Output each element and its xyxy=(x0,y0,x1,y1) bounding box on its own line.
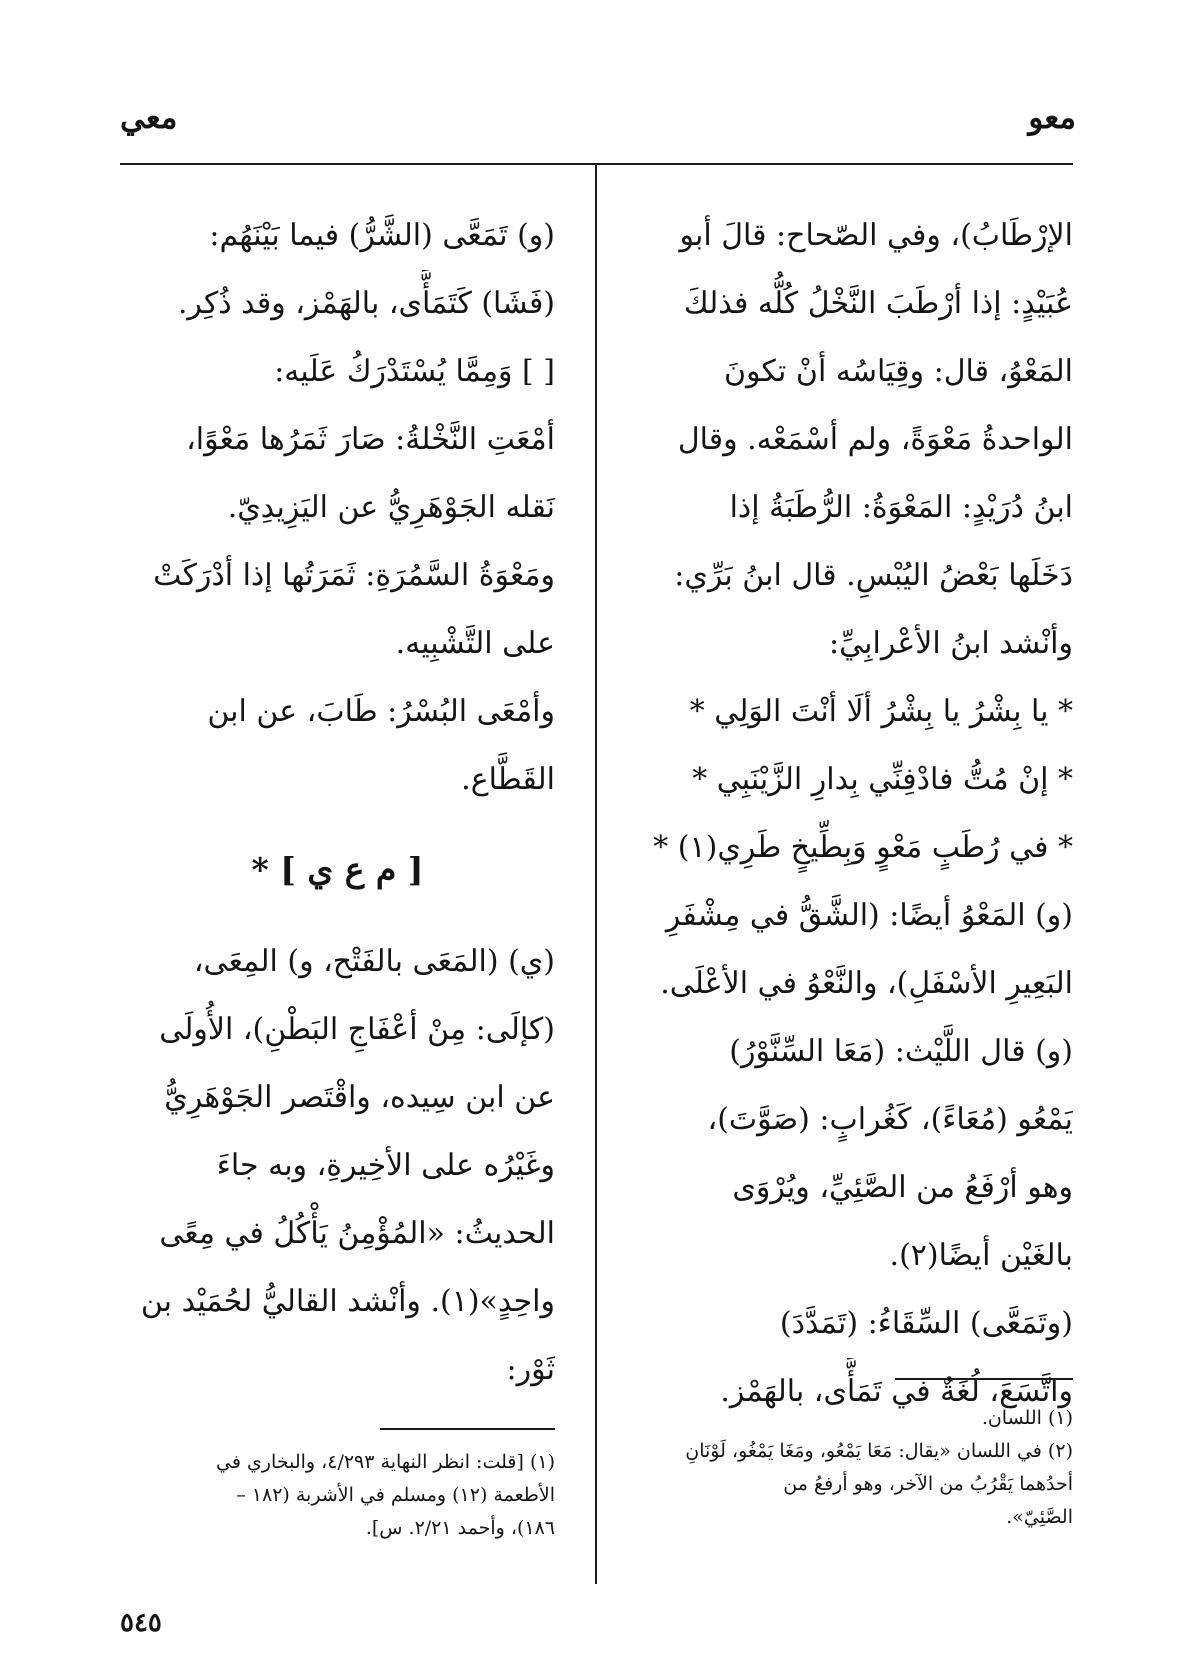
footnote-line: (١) [قلت: انظر النهاية ٤/٢٩٣، والبخاري في xyxy=(216,1451,555,1473)
text-line: (و) المَعْوُ أيضًا: (الشَّقُّ في مِشْفَرِ xyxy=(665,898,1073,933)
footnote-rule-left xyxy=(380,1428,555,1430)
text-line: واحِدٍ»(١). وأنْشد القاليُّ لحُمَيْد بن xyxy=(140,1284,555,1319)
text-line: (و) تَمَعَّى (الشَّرُّ) فيما بَيْنَهُم: xyxy=(209,218,555,253)
verse-line: * يا بِشْرُ يا بِشْرُ ألَا أنْتَ الوَلِي * xyxy=(689,694,1073,729)
text-line: دَخَلَها بَعْضُ اليُبْسِ. قال ابنُ بَرِّي: xyxy=(674,558,1073,593)
text-line: وأمْعَى البُسْرُ: طَابَ، عن ابن xyxy=(207,694,555,729)
right-column xyxy=(618,202,1073,1426)
page-number: ٥٤٥ xyxy=(120,1608,162,1638)
footnote-line: (١) اللسان. xyxy=(981,1407,1073,1429)
text-line: وأنْشد ابنُ الأعْرابِيِّ: xyxy=(829,626,1073,661)
text-line: (فَشَا) كَتَمَأَّى، بالهَمْز، وقد ذُكِر. xyxy=(177,286,555,321)
text-line: البَعِيرِ الأسْفَلِ)، والنَّعْوُ في الأعْلَى. xyxy=(660,966,1073,1001)
text-line: ثَوْر: xyxy=(506,1352,555,1387)
text-line: (كإلَى: مِنْ أعْفَاجِ البَطْنِ)، الأُولَى xyxy=(159,1012,555,1047)
footnote-line: أحدُهما يَقْرُبُ من الآخر، وهو أرفعُ من xyxy=(783,1473,1073,1495)
text-line: واتَّسَعَ، لُغَةٌ في تَمَأَّى، بالهَمْز. xyxy=(720,1374,1073,1409)
text-line: الحديثُ: «المُؤْمِنُ يَأْكُلُ في مِعًى xyxy=(159,1216,555,1251)
text-line: المَعْوُ، قال: وقِيَاسُه أنْ تكونَ xyxy=(723,354,1073,389)
footnote-rule-right xyxy=(895,1378,1073,1380)
running-head-left: معي xyxy=(120,100,178,136)
verse-line: * في رُطَبٍ مَعْوٍ وَبِطِّيخٍ طَرِي(١) * xyxy=(653,830,1073,865)
text-line: وهو أرْفَعُ من الصَّئِيِّ، ويُرْوَى xyxy=(732,1170,1073,1205)
text-line: نَقله الجَوْهَرِيُّ عن اليَزِيدِيّ. xyxy=(227,490,555,525)
text-line: عُبَيْدٍ: إذا أرْطَبَ النَّخْلُ كُلُّه فذلكَ xyxy=(683,286,1073,321)
footnote-line: الصَّئِيّ». xyxy=(1006,1506,1073,1528)
footnotes-left xyxy=(120,1446,555,1545)
text-line: (وتَمَعَّى) السِّقَاءُ: (تَمَدَّدَ) xyxy=(779,1306,1073,1341)
text-line: عن ابن سِيده، واقْتَصر الجَوْهَرِيُّ xyxy=(164,1080,555,1115)
text-line: (ي) (المَعَى بالفَتْح، و) المِعَى، xyxy=(193,944,555,979)
text-line: على التَّشْبِيه. xyxy=(395,626,555,661)
footnote-line: ١٨٦)، وأحمد ٢/٢١. س]. xyxy=(365,1517,555,1539)
text-line: بالغَيْن أيضًا(٢). xyxy=(889,1238,1073,1273)
text-line: [ ] وَمِمَّا يُسْتَدْرَكُ عَلَيه: xyxy=(274,354,555,389)
text-line: أمْعَتِ النَّخْلةُ: صَارَ ثَمَرُها مَعْوًا، xyxy=(186,422,555,457)
footnote-line: الأطعمة (١٢) ومسلم في الأشربة (١٨٢ – xyxy=(236,1484,555,1506)
text-line: القَطَّاع. xyxy=(461,762,555,797)
text-line: يَمْعُو (مُعَاءً)، كَغُرابٍ: (صَوَّتَ)، xyxy=(707,1102,1073,1137)
left-column xyxy=(120,202,555,1404)
column-divider xyxy=(595,164,597,1584)
text-line: ابنُ دُرَيْدٍ: المَعْوَةُ: الرُّطَبَةُ إذا xyxy=(729,490,1073,525)
footnote-line: (٢) في اللسان «يقال: مَعَا يَمْعُو، ومَغَا يَمْغُو، لَوْنَانِ xyxy=(685,1440,1073,1462)
text-line: الواحدةُ مَعْوَةً، ولم أسْمَعْه. وقال xyxy=(677,422,1073,457)
text-line: ومَعْوَةُ السَّمُرَةِ: ثَمَرَتُها إذا أدْرَكَتْ xyxy=(153,558,555,593)
running-head-right: معو xyxy=(1028,100,1076,136)
text-line: (و) قال اللَّيْث: (مَعَا السِّنَّوْرُ) xyxy=(729,1034,1073,1069)
verse-line: * إنْ مُتُّ فادْفِنِّي بِدارِ الزَّيْنَبِي * xyxy=(692,762,1073,797)
text-line: الإرْطَابُ)، وفي الصّحاح: قالَ أبو xyxy=(679,218,1073,253)
footnotes-right xyxy=(618,1402,1073,1534)
text-line: وغَيْرُه على الأخِيرةِ، وبه جاءَ xyxy=(216,1148,555,1183)
entry-heading: [ م ع ي ] * xyxy=(251,850,424,889)
